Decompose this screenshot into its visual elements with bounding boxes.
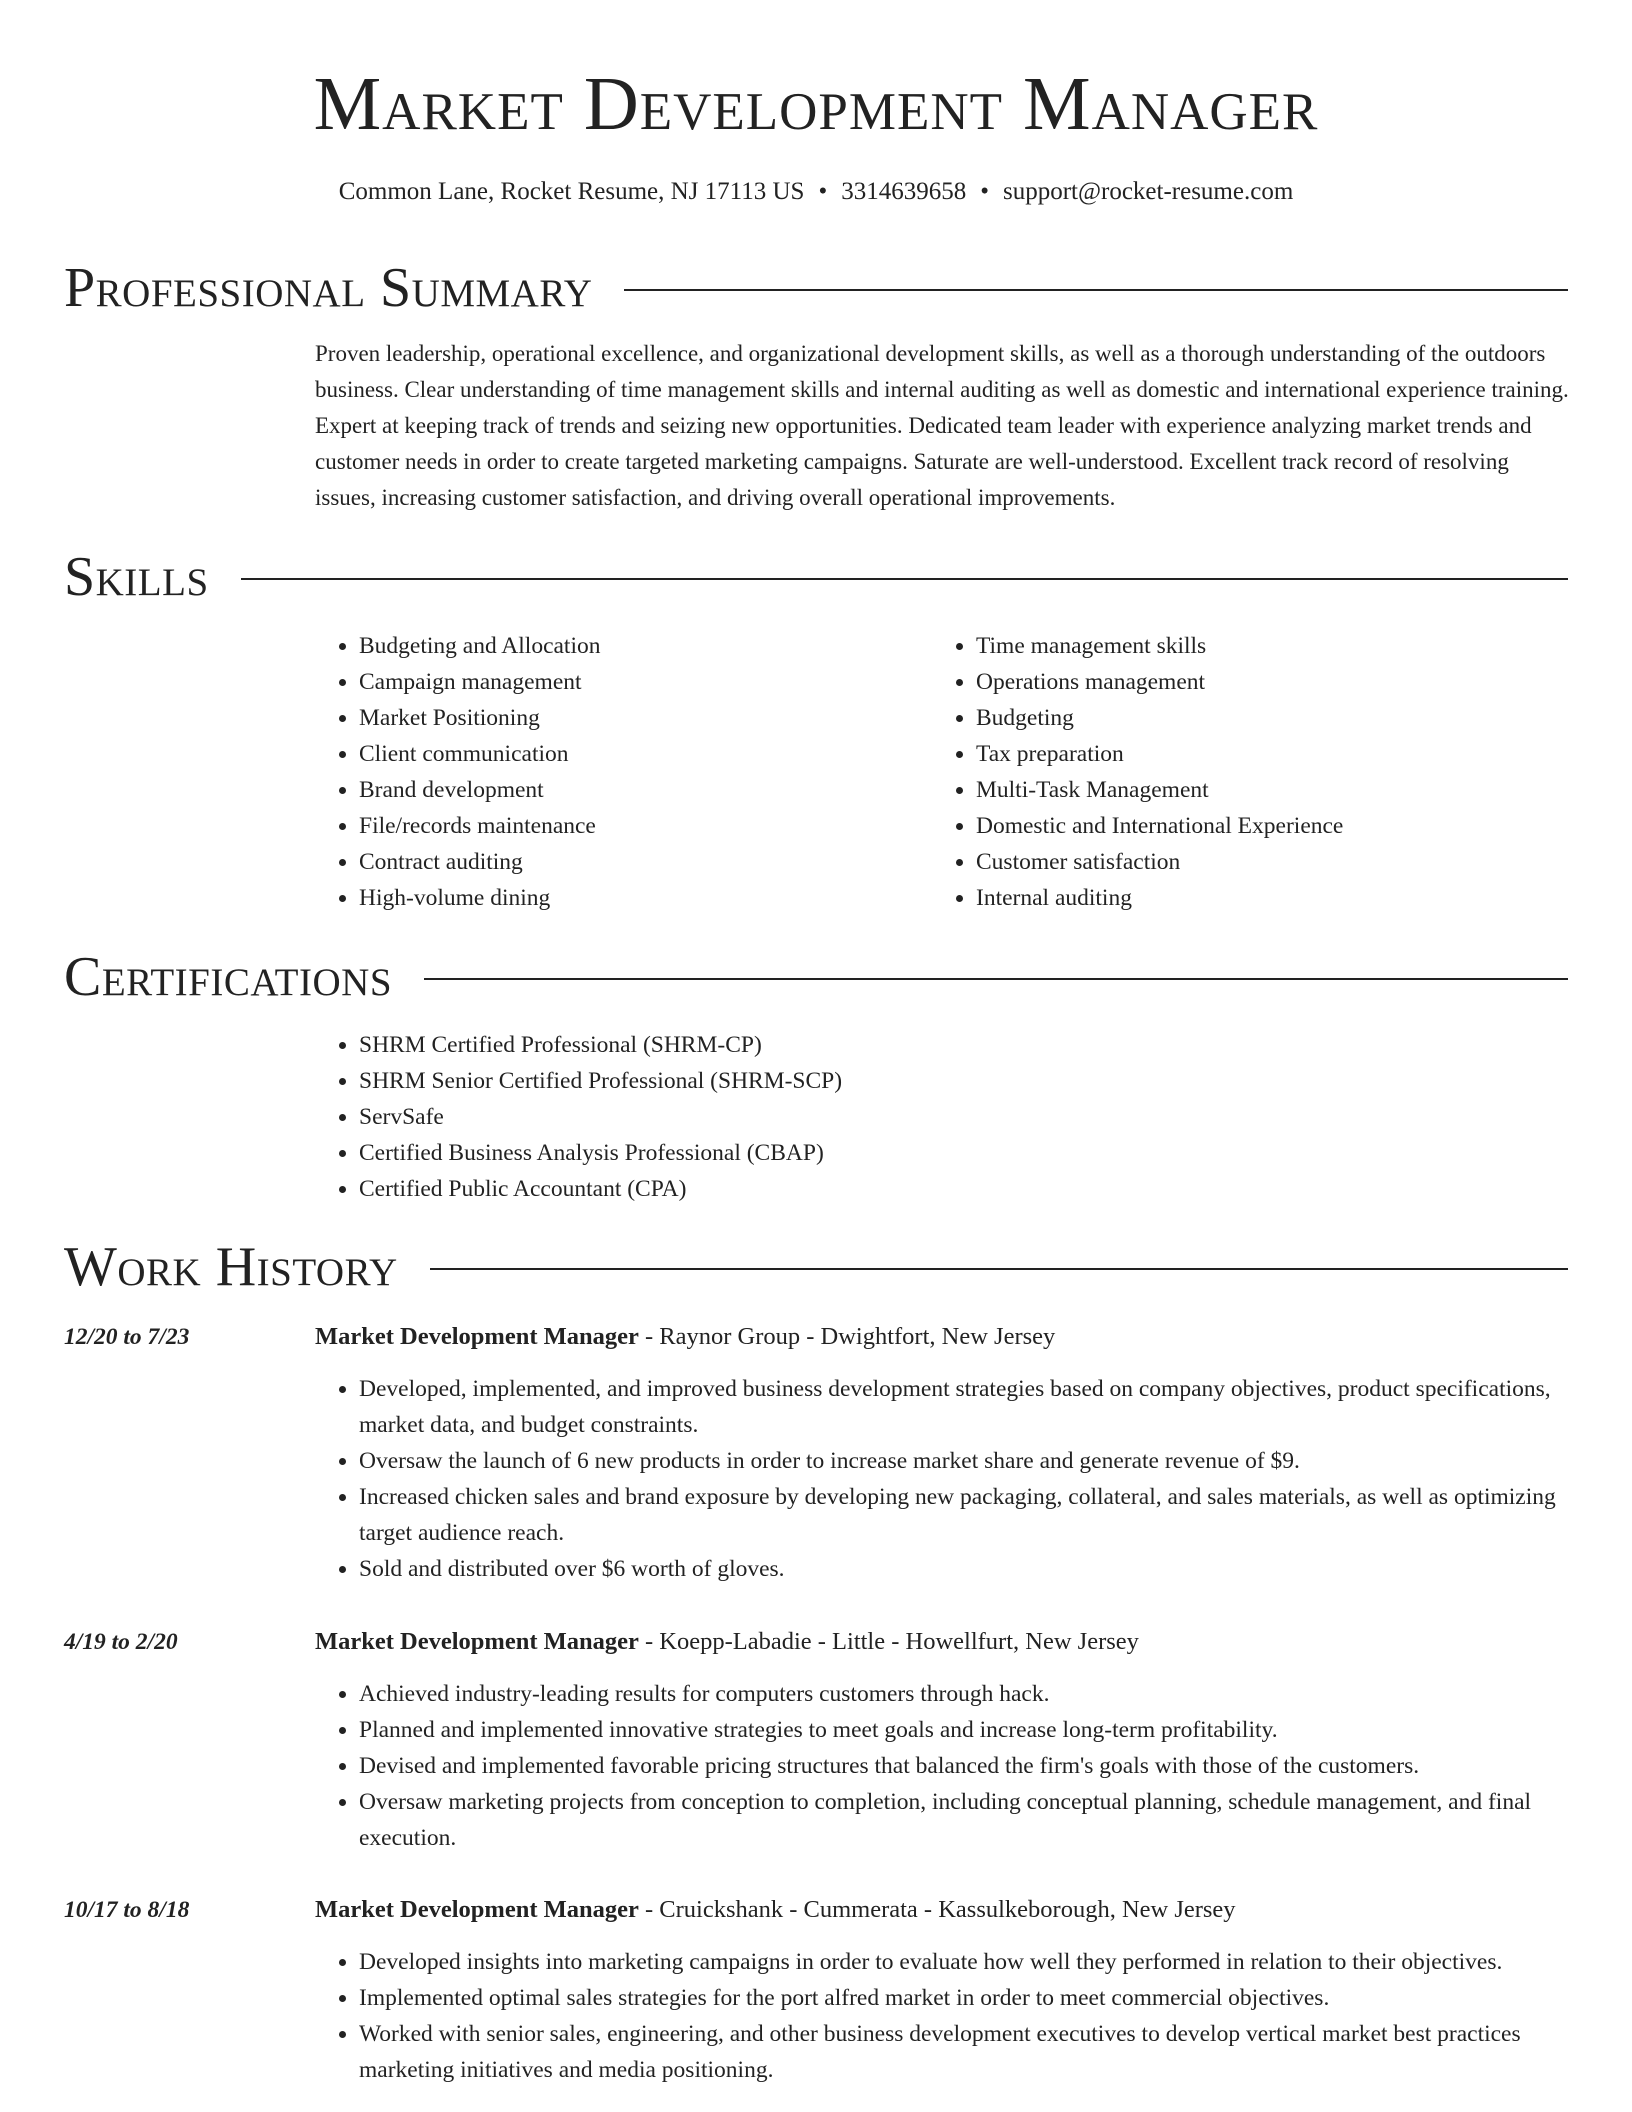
- address: Common Lane, Rocket Resume, NJ 17113 US: [338, 178, 805, 205]
- separator: •: [818, 178, 828, 205]
- skill-item: • Contract auditing: [359, 844, 932, 880]
- skill-item: • Tax preparation: [976, 736, 1549, 772]
- certifications-list: [315, 1027, 1570, 1207]
- job-bullet: • Oversaw marketing projects from conception to completion, including conceptual planning, schedule management, and final execution.: [359, 1784, 1614, 1856]
- certification-item: • Certified Business Analysis Professional (CBAP): [359, 1135, 1570, 1171]
- skill-item: • Time management skills: [976, 628, 1549, 664]
- job-details: - Raynor Group - Dwightfort, New Jersey: [638, 1323, 1056, 1350]
- section-divider: [241, 578, 1568, 580]
- job-dates: 12/20 to 7/23: [64, 1324, 190, 1350]
- skills-column-right: [932, 628, 1549, 916]
- job-bullets: [315, 1371, 1614, 1587]
- skill-item: • Campaign management: [359, 664, 932, 700]
- job-title: Market Development Manager: [315, 1323, 639, 1350]
- certification-item: • SHRM Senior Certified Professional (SHRM-SCP): [359, 1063, 1570, 1099]
- section-title-summary: Professional Summary: [64, 257, 593, 319]
- skill-item: • Market Positioning: [359, 700, 932, 736]
- skill-item: • High-volume dining: [359, 880, 932, 916]
- section-header-summary: [64, 258, 1568, 318]
- skills-column-left: [315, 628, 932, 916]
- skills-list-left: [315, 628, 932, 916]
- job-bullet: • Worked with senior sales, engineering, and other business development executives to develop vertical market best practices marketing initiatives and media positioning.: [359, 2016, 1614, 2088]
- summary-text: Proven leadership, operational excellence, and organizational development skills, as well as a thorough understanding of the outdoors business. Clear understanding of time management skills and internal auditing as well as domestic and international experience training. Expert at keeping track of trends and seizing new opportunities. Dedicated team leader with experience analyzing market trends and customer needs in order to create targeted marketing campaigns. Saturate are well-understood. Excellent track record of resolving issues, increasing customer satisfaction, and driving overall operational improvements.: [315, 341, 1569, 510]
- job-bullet: • Developed insights into marketing campaigns in order to evaluate how well they performed in relation to their objectives.: [359, 1944, 1614, 1980]
- skill-item: • Operations management: [976, 664, 1549, 700]
- job-bullet: • Achieved industry-leading results for computers customers through hack.: [359, 1676, 1614, 1712]
- job-details: - Cruickshank - Cummerata - Kassulkeborough, New Jersey: [638, 1896, 1236, 1923]
- certification-item: • ServSafe: [359, 1099, 1570, 1135]
- job-bullet: • Devised and implemented favorable pricing structures that balanced the firm's goals with those of the customers.: [359, 1748, 1614, 1784]
- job-title-line: [315, 1624, 1139, 1660]
- certification-item: • SHRM Certified Professional (SHRM-CP): [359, 1027, 1570, 1063]
- skill-item: • Customer satisfaction: [976, 844, 1549, 880]
- section-divider: [624, 289, 1568, 291]
- skill-item: • Domestic and International Experience: [976, 808, 1549, 844]
- skill-item: • Brand development: [359, 772, 932, 808]
- job-title: Market Development Manager: [315, 1896, 639, 1923]
- phone: 3314639658: [841, 178, 967, 205]
- job-bullet: • Implemented optimal sales strategies for the port alfred market in order to meet commercial objectives.: [359, 1980, 1614, 2016]
- email: support@rocket-resume.com: [1002, 178, 1294, 205]
- skill-item: • Internal auditing: [976, 880, 1549, 916]
- section-header-certifications: [64, 947, 1568, 1007]
- job-bullet: • Planned and implemented innovative strategies to meet goals and increase long-term profitability.: [359, 1712, 1614, 1748]
- job-bullets: [315, 1944, 1614, 2088]
- skills-list: [315, 628, 1570, 916]
- certification-item: • Certified Public Accountant (CPA): [359, 1171, 1570, 1207]
- job-title-line: [315, 1319, 1055, 1355]
- skill-item: • Client communication: [359, 736, 932, 772]
- summary-block: [315, 336, 1570, 516]
- certifications-block: [315, 1027, 1570, 1207]
- job-bullets: [315, 1676, 1614, 1856]
- section-title-work-history: Work History: [64, 1236, 398, 1298]
- section-header-work-history: [64, 1237, 1568, 1297]
- skill-item: • Budgeting and Allocation: [359, 628, 932, 664]
- job-bullet: • Sold and distributed over $6 worth of gloves.: [359, 1551, 1614, 1587]
- section-divider: [430, 1268, 1568, 1270]
- job-bullet: • Increased chicken sales and brand exposure by developing new packaging, collateral, and sales materials, as well as optimizing target audience reach.: [359, 1479, 1614, 1551]
- section-title-certifications: Certifications: [64, 946, 393, 1008]
- skill-item: • File/records maintenance: [359, 808, 932, 844]
- job-title-line: [315, 1892, 1236, 1928]
- job-details: - Koepp-Labadie - Little - Howellfurt, New Jersey: [638, 1628, 1139, 1655]
- job-bullet: • Developed, implemented, and improved business development strategies based on company objectives, product specifications, market data, and budget constraints.: [359, 1371, 1614, 1443]
- skill-item: • Multi-Task Management: [976, 772, 1549, 808]
- section-divider: [424, 978, 1568, 980]
- separator: •: [980, 178, 989, 205]
- resume-name: Market Development Manager: [313, 62, 1319, 146]
- section-header-skills: [64, 547, 1568, 607]
- skills-list-right: [932, 628, 1549, 916]
- job-bullet: • Oversaw the launch of 6 new products in order to increase market share and generate revenue of $9.: [359, 1443, 1614, 1479]
- section-title-skills: Skills: [64, 546, 209, 608]
- skill-item: • Budgeting: [976, 700, 1549, 736]
- contact-line: [0, 176, 1632, 208]
- job-title: Market Development Manager: [315, 1628, 639, 1655]
- job-dates: 10/17 to 8/18: [64, 1897, 190, 1923]
- job-dates: 4/19 to 2/20: [64, 1629, 178, 1655]
